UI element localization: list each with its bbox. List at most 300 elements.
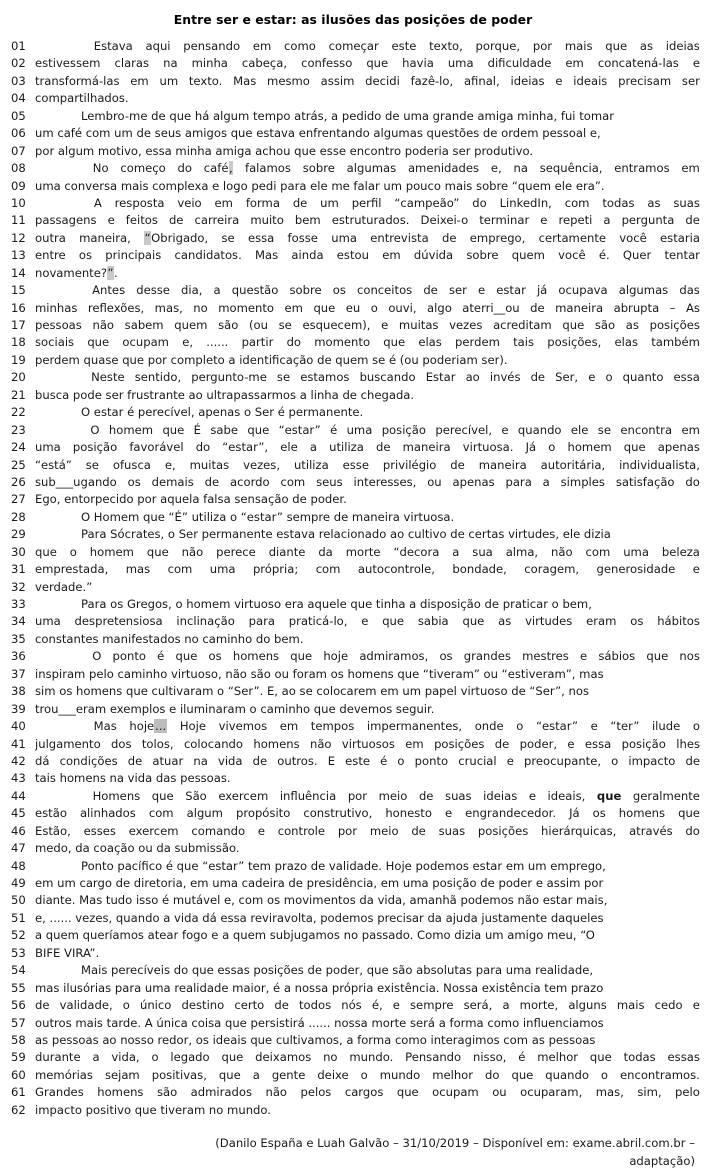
word: sua xyxy=(472,544,493,559)
word: “campeão” xyxy=(394,195,460,210)
word: das xyxy=(679,283,700,298)
word: cedo xyxy=(654,998,683,1013)
line-number: 19 xyxy=(11,352,26,367)
word: ideias xyxy=(665,39,700,53)
word: estaria xyxy=(660,230,700,245)
line-content xyxy=(35,666,700,683)
word: e xyxy=(107,213,115,228)
word: se xyxy=(85,457,99,472)
word: de xyxy=(376,440,391,455)
word: não xyxy=(181,544,204,559)
line-number: 54 xyxy=(11,963,26,978)
line-number: 02 xyxy=(11,56,26,71)
word: ouvi, xyxy=(388,300,417,315)
word: maneira, xyxy=(79,230,131,245)
line-number: 16 xyxy=(11,300,26,315)
word: sociais xyxy=(35,335,75,350)
word: A xyxy=(93,195,102,210)
line-content xyxy=(35,544,700,561)
word: gente xyxy=(271,1067,306,1082)
line-number: 22 xyxy=(11,405,26,420)
word: certamente xyxy=(538,230,607,245)
line-content xyxy=(35,683,700,700)
line-run: BIFE VIRA”. xyxy=(35,945,100,960)
word: alma, xyxy=(505,544,539,559)
line-run: uma conversa mais complexa e logo pedi para ele me falar um pouco mais sobre “quem ele era”. xyxy=(35,178,605,193)
word: aterri__ou xyxy=(462,300,520,315)
line-number: 11 xyxy=(11,213,26,228)
word: vida xyxy=(217,753,243,768)
word: as xyxy=(498,614,512,629)
line-content xyxy=(35,125,700,142)
word: construtivo, xyxy=(303,806,373,821)
word: Estava xyxy=(93,39,133,53)
line-content xyxy=(35,1102,700,1119)
text-line xyxy=(6,247,700,264)
word: não xyxy=(92,318,115,332)
word: maneira xyxy=(402,440,451,455)
text-line xyxy=(6,736,700,753)
word: candidatos. xyxy=(174,248,242,263)
line-number: 09 xyxy=(11,178,26,193)
text-line xyxy=(6,457,700,474)
line-number: 62 xyxy=(11,1102,26,1117)
word: sentido, xyxy=(134,370,182,385)
word: único xyxy=(139,998,172,1013)
paragraph-indent xyxy=(35,195,81,212)
text-line xyxy=(6,823,700,840)
word: alguns xyxy=(568,998,607,1013)
line-run: mas ilusórias para uma realidade maior, é a nossa própria existência. Nossa existência tem prazo xyxy=(35,980,604,995)
word: ideias xyxy=(510,73,545,88)
word: algumas xyxy=(346,161,397,176)
word: um xyxy=(320,195,339,210)
text-line xyxy=(6,422,700,439)
word: abrupta xyxy=(613,300,660,315)
word: são xyxy=(594,318,616,332)
word: não xyxy=(309,736,332,751)
word: sim, xyxy=(637,1085,662,1100)
line-content xyxy=(35,927,700,944)
word: o xyxy=(600,1067,608,1082)
word: o xyxy=(122,998,130,1013)
text-line xyxy=(6,753,700,770)
text-line xyxy=(6,369,700,386)
word: Neste xyxy=(91,370,125,385)
word: sub___ugando xyxy=(35,474,117,489)
line-number: 52 xyxy=(11,928,26,943)
text-line xyxy=(6,230,700,247)
word: afinal, xyxy=(463,73,500,88)
word: despretensiosa xyxy=(74,614,163,629)
word: a xyxy=(92,1050,100,1065)
word: vezes, xyxy=(243,457,281,472)
word: e xyxy=(567,736,575,751)
word: perfil xyxy=(351,195,382,210)
word: no xyxy=(193,300,208,315)
word: homem xyxy=(567,440,612,455)
source-line-2: adaptação) xyxy=(629,1153,695,1168)
word: onde xyxy=(474,719,504,734)
word: essas xyxy=(667,1050,700,1065)
word: são xyxy=(218,318,239,332)
line-content xyxy=(35,439,700,456)
word: Mas xyxy=(233,73,257,88)
word: claras xyxy=(114,56,150,71)
word: (ou xyxy=(248,318,268,332)
word: melhor xyxy=(537,1050,579,1065)
page-title: Entre ser e estar: as ilusões das posições de poder xyxy=(173,12,533,27)
word: esse xyxy=(342,457,369,472)
word: hoje xyxy=(323,649,349,664)
word: este xyxy=(391,39,417,53)
line-content xyxy=(35,73,700,90)
word: fazê-lo, xyxy=(410,73,454,88)
text-line xyxy=(6,387,700,404)
word: e xyxy=(392,998,400,1013)
word: os xyxy=(439,649,453,664)
word: a xyxy=(252,1067,260,1082)
text-line xyxy=(6,927,700,944)
word: as xyxy=(639,39,653,53)
word: ponto xyxy=(112,649,146,664)
word: inclinação xyxy=(176,614,235,629)
word: desse xyxy=(136,283,170,298)
word: hábitos xyxy=(657,614,700,629)
word: sejam xyxy=(104,1067,140,1082)
line-content xyxy=(35,230,700,247)
source-attribution xyxy=(6,1135,700,1170)
word: memórias xyxy=(35,1067,93,1082)
word: de xyxy=(441,230,457,245)
word: homens xyxy=(232,649,280,664)
line-number: 37 xyxy=(11,666,26,681)
line-number: 58 xyxy=(11,1032,26,1047)
word: uma xyxy=(35,614,61,629)
word: ocuparam, xyxy=(520,1085,583,1100)
word: destino xyxy=(181,998,225,1013)
text-line xyxy=(6,631,700,648)
word: demais xyxy=(151,474,194,489)
word: virtudes xyxy=(525,614,573,629)
word: Grandes xyxy=(35,1085,84,1100)
word: uma xyxy=(331,230,357,245)
line-content xyxy=(35,300,700,317)
word: sempre xyxy=(410,998,454,1013)
text-line xyxy=(6,962,700,979)
word: de xyxy=(127,753,143,768)
word: É xyxy=(193,422,201,437)
word: não xyxy=(551,544,573,559)
line-content xyxy=(35,788,700,805)
word: mas, xyxy=(154,300,183,315)
word: vida, xyxy=(111,1050,140,1065)
word: de xyxy=(252,753,268,768)
word: ...... xyxy=(206,335,229,350)
word: tempos xyxy=(310,719,355,734)
word: questão xyxy=(231,283,279,298)
word: quando xyxy=(517,422,562,437)
line-number: 57 xyxy=(11,1015,26,1030)
word: validade, xyxy=(59,998,113,1013)
line-number: 46 xyxy=(11,823,26,838)
line-number: 12 xyxy=(11,230,26,245)
word: satisfação xyxy=(615,474,675,489)
line-number: 21 xyxy=(11,387,26,402)
line-run: Ponto pacífico é que “estar” tem prazo de validade. Hoje podemos estar em um emprego, xyxy=(81,858,606,873)
word: eram xyxy=(586,614,617,629)
line-number: 36 xyxy=(11,649,26,664)
word: decidi xyxy=(365,73,400,88)
word: tolos, xyxy=(141,736,174,751)
word: e, xyxy=(490,161,502,176)
text-line xyxy=(6,788,700,805)
word: e xyxy=(692,998,700,1013)
line-content xyxy=(35,457,700,474)
bold-word: que xyxy=(596,788,622,803)
word: grandes xyxy=(463,649,511,664)
word: por xyxy=(532,39,553,53)
line-content xyxy=(35,491,700,508)
word: cabeça, xyxy=(241,56,288,71)
text-line xyxy=(6,334,700,351)
line-number: 45 xyxy=(11,806,26,821)
line-content xyxy=(35,1084,700,1101)
line-content xyxy=(35,160,700,177)
word: o xyxy=(611,753,619,768)
word: que xyxy=(562,318,585,332)
word: e xyxy=(588,370,596,385)
word: tais xyxy=(513,335,535,350)
word: sabe xyxy=(210,422,238,437)
word: utiliza xyxy=(293,457,329,472)
word: as xyxy=(647,195,661,210)
line-number: 51 xyxy=(11,910,26,925)
word: a xyxy=(502,998,510,1013)
word: que xyxy=(383,335,406,350)
word: condições xyxy=(59,753,118,768)
word: nos xyxy=(679,649,700,664)
paragraph-indent xyxy=(35,648,81,665)
word: havia xyxy=(402,56,434,71)
word: outros. xyxy=(277,753,318,768)
word: do xyxy=(485,1067,500,1082)
text-line xyxy=(6,474,700,491)
word: ou xyxy=(492,1085,507,1100)
word: mundo. xyxy=(349,1050,394,1065)
highlight-mark: ” xyxy=(107,265,114,280)
line-number: 13 xyxy=(11,248,26,263)
word: pergunta xyxy=(621,213,675,228)
word: “estar” xyxy=(278,422,321,437)
word: e xyxy=(555,73,563,88)
word: lhes xyxy=(676,736,700,751)
line-content xyxy=(35,701,700,718)
word: pelos xyxy=(300,1085,332,1100)
line-content xyxy=(35,718,700,735)
text-line xyxy=(6,805,700,822)
word: resposta xyxy=(114,195,165,210)
word: ser xyxy=(448,283,467,298)
word: o xyxy=(397,753,405,768)
text-line xyxy=(6,613,700,630)
word: ideias xyxy=(483,788,518,803)
text-line xyxy=(6,352,700,369)
word: E xyxy=(327,753,336,768)
word: se xyxy=(597,422,611,437)
word: é xyxy=(380,753,388,768)
line-run: perdem quase que por completo a identificação de quem se é (ou poderiam ser). xyxy=(35,352,508,367)
word: posição xyxy=(381,422,426,437)
line-content xyxy=(35,143,700,160)
word: e xyxy=(381,318,389,332)
text-line xyxy=(6,55,700,72)
line-number: 24 xyxy=(11,440,26,455)
word: posição xyxy=(72,440,118,455)
word: sabia xyxy=(417,614,449,629)
line-content xyxy=(35,823,700,840)
word: as xyxy=(625,318,639,332)
word: quem xyxy=(174,318,208,332)
word: apenas xyxy=(452,474,495,489)
line-run: um café com um de seus amigos que estava enfrentando algumas questões de ordem pessoal e, xyxy=(35,126,601,141)
text-line xyxy=(6,195,700,212)
word: Antes xyxy=(92,283,126,298)
word: encontramos. xyxy=(619,1067,700,1082)
word: durante xyxy=(35,1050,81,1065)
word: precisam xyxy=(618,73,672,88)
word: legado xyxy=(170,1050,210,1065)
word: perecível, xyxy=(435,422,493,437)
text-line xyxy=(6,1015,700,1032)
word: ser xyxy=(681,73,700,88)
line-content xyxy=(35,1067,700,1084)
word: posições xyxy=(434,736,485,751)
line-number: 01 xyxy=(11,39,26,53)
line-content xyxy=(35,474,700,491)
word: uma xyxy=(209,562,236,577)
text-line xyxy=(6,439,700,456)
word: honesto xyxy=(385,806,432,821)
word: será, xyxy=(463,998,493,1013)
word: entrevista xyxy=(370,230,429,245)
line-content xyxy=(35,509,700,526)
word: a xyxy=(309,440,317,455)
word: praticá-lo, xyxy=(288,614,348,629)
word: autoritária, xyxy=(540,457,606,472)
line-number: 39 xyxy=(11,701,26,716)
word: mundo xyxy=(379,1067,421,1082)
word: de xyxy=(450,457,465,472)
line-content xyxy=(35,55,700,72)
word: sobre xyxy=(302,161,335,176)
word: homens xyxy=(97,1085,144,1100)
word: o xyxy=(360,1067,368,1082)
line-number: 43 xyxy=(11,771,26,786)
word: No xyxy=(92,161,109,176)
word: no xyxy=(323,1050,338,1065)
line-number: 32 xyxy=(11,579,26,594)
line-run: a quem queríamos atear fogo e a quem subjugamos no passado. Como dizia um amigo meu, “O xyxy=(35,928,595,943)
word: ou xyxy=(427,474,442,489)
line-run: compartilhados. xyxy=(35,91,129,106)
word: elas xyxy=(418,335,442,350)
line-content xyxy=(35,980,700,997)
word: mesmo xyxy=(267,73,310,88)
text-line xyxy=(6,1102,700,1119)
word: conceitos xyxy=(356,283,413,298)
word: posições, xyxy=(547,335,602,350)
word: homens xyxy=(253,736,300,751)
word: de xyxy=(292,195,308,210)
word: pensando xyxy=(183,39,241,53)
word: muito xyxy=(250,213,284,228)
word: mais xyxy=(616,998,645,1013)
text-line xyxy=(6,945,700,962)
word: com xyxy=(564,195,590,210)
line-number: 40 xyxy=(11,719,26,734)
word: Quer xyxy=(622,248,652,263)
word: do xyxy=(472,195,487,210)
word: ponto xyxy=(414,753,449,768)
word: também xyxy=(651,335,700,350)
word: é xyxy=(157,649,165,664)
text-line xyxy=(6,718,700,735)
word: O xyxy=(92,649,102,664)
word: começar xyxy=(328,39,379,53)
line-content xyxy=(35,910,700,927)
word: e xyxy=(478,283,486,298)
word: quanto xyxy=(622,370,664,385)
text-line xyxy=(6,701,700,718)
word: minha xyxy=(191,56,228,71)
text-line xyxy=(6,683,700,700)
line-content xyxy=(35,108,700,125)
word: na xyxy=(163,56,178,71)
word: estão xyxy=(35,806,67,821)
word: outra xyxy=(35,230,66,245)
word: café, xyxy=(203,161,233,176)
word: ilude xyxy=(651,719,681,734)
word: hoje... xyxy=(129,719,167,734)
word: feitos xyxy=(125,213,158,228)
word: que xyxy=(247,422,270,437)
word: comando xyxy=(191,823,246,838)
word: favorável xyxy=(129,440,184,455)
line-content xyxy=(35,387,700,404)
word: maneira xyxy=(478,457,527,472)
line-run: diante. Mas tudo isso é mutável e, com os movimentos da vida, amanhã podemos não estar mais, xyxy=(35,893,608,908)
text-line xyxy=(6,648,700,665)
line-run: novamente?”. xyxy=(35,265,118,280)
word: momento xyxy=(314,335,371,350)
word: “Obrigado, xyxy=(144,230,209,245)
word: que xyxy=(623,440,646,455)
text-line xyxy=(6,980,700,997)
word: do xyxy=(685,823,700,838)
word: melhor xyxy=(432,1067,474,1082)
word: que xyxy=(162,422,185,437)
line-content xyxy=(35,875,700,892)
line-number: 56 xyxy=(11,998,26,1013)
word: o xyxy=(516,719,524,734)
word: mas xyxy=(125,562,151,577)
word: virtuosa. xyxy=(462,440,514,455)
word: começo xyxy=(120,161,166,176)
word: muitas xyxy=(398,318,439,332)
word: de xyxy=(35,998,50,1013)
word: e xyxy=(444,806,453,821)
